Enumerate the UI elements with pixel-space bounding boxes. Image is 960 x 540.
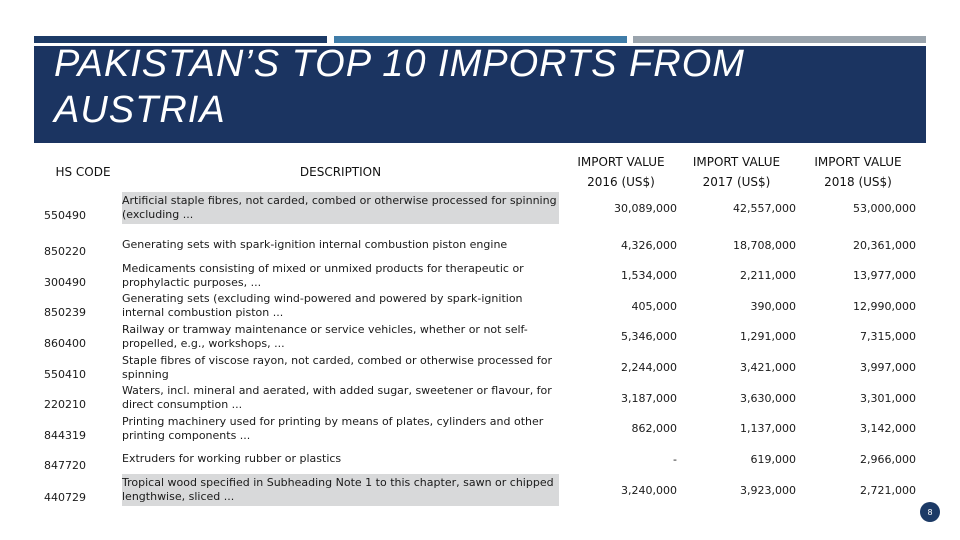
value-2016-cell: 30,089,000 — [614, 201, 677, 215]
hs-code-cell: 850239 — [44, 306, 86, 319]
table-row — [34, 413, 926, 444]
hs-code-cell: 850220 — [44, 245, 86, 258]
page-title: PAKISTAN’S TOP 10 IMPORTS FROM AUSTRIA — [54, 46, 745, 131]
hs-code-cell: 550490 — [44, 209, 86, 222]
hs-code-cell: 550410 — [44, 368, 86, 381]
table-row — [34, 291, 926, 321]
description-cell: Railway or tramway maintenance or service vehicles, whether or not self-propelled, e.g., workshops, ... — [122, 322, 528, 350]
value-2017-cell: 619,000 — [750, 452, 796, 466]
value-2017-cell: 1,137,000 — [740, 422, 796, 435]
value-2017-cell: 1,291,000 — [740, 330, 796, 343]
header-2016: IMPORT VALUE 2016 (US$) — [577, 155, 665, 189]
description-cell: Extruders for working rubber or plastics — [122, 452, 342, 465]
value-2016-cell: 4,326,000 — [621, 238, 677, 252]
hs-code-cell: 440729 — [44, 491, 86, 504]
table-row — [34, 260, 926, 291]
value-2016-cell: 3,187,000 — [621, 391, 677, 405]
description-cell: Artificial staple fibres, not carded, combed or otherwise processed for spinning (excluding ... — [122, 194, 557, 221]
accent-bar-blue — [334, 36, 627, 43]
value-2016-cell: 5,346,000 — [621, 330, 677, 343]
description-cell: Generating sets with spark-ignition internal combustion piston engine — [122, 238, 508, 251]
table-row — [34, 383, 926, 413]
table-row — [34, 474, 926, 506]
hs-code-cell: 300490 — [44, 276, 86, 289]
value-2017-cell: 3,923,000 — [740, 483, 796, 497]
value-2016-cell: 862,000 — [631, 422, 677, 435]
header-hs-code: HS CODE — [55, 165, 111, 179]
value-2018-cell: 7,315,000 — [860, 330, 916, 343]
hs-code-cell: 847720 — [44, 459, 86, 472]
description-cell: Medicaments consisting of mixed or unmixed products for therapeutic or prophylactic purposes, ... — [122, 261, 524, 289]
value-2016-cell: 405,000 — [631, 299, 677, 313]
value-2018-cell: 20,361,000 — [853, 238, 916, 252]
value-2017-cell: 3,421,000 — [740, 361, 796, 374]
imports-table — [34, 150, 926, 504]
page-number: 8 — [920, 502, 940, 522]
table-row — [34, 352, 926, 383]
value-2017-cell: 2,211,000 — [740, 269, 796, 282]
description-cell: Waters, incl. mineral and aerated, with added sugar, sweetener or flavour, for direct consumption ... — [122, 384, 552, 411]
description-cell: Printing machinery used for printing by means of plates, cylinders and other printing components ... — [122, 414, 544, 442]
value-2018-cell: 3,997,000 — [860, 361, 916, 374]
value-2017-cell: 42,557,000 — [733, 201, 796, 215]
table-row — [34, 192, 926, 224]
header-description: DESCRIPTION — [299, 165, 382, 179]
description-cell: Staple fibres of viscose rayon, not carded, combed or otherwise processed for spinning — [122, 353, 552, 381]
hs-code-cell: 220210 — [44, 398, 86, 411]
value-2016-cell: 3,240,000 — [621, 483, 677, 497]
description-cell: Tropical wood specified in Subheading Note 1 to this chapter, sawn or chipped lengthwise, sliced ... — [122, 476, 554, 503]
table-row — [34, 444, 926, 474]
value-2018-cell: 2,721,000 — [860, 483, 916, 497]
value-2017-cell: 390,000 — [750, 299, 796, 313]
value-2018-cell: 3,301,000 — [860, 391, 916, 405]
value-2017-cell: 3,630,000 — [740, 391, 796, 405]
value-2016-cell: 2,244,000 — [621, 361, 677, 374]
header-2018: IMPORT VALUE 2018 (US$) — [814, 155, 902, 189]
accent-bar-gray — [633, 36, 926, 43]
hs-code-cell: 844319 — [44, 429, 86, 442]
value-2016-cell: - — [673, 452, 677, 466]
value-2018-cell: 2,966,000 — [860, 452, 916, 466]
description-cell: Generating sets (excluding wind-powered and powered by spark-ignition internal combustion piston ... — [122, 292, 523, 319]
table-row — [34, 230, 926, 260]
accent-bar-dark — [34, 36, 327, 43]
table-row — [34, 321, 926, 352]
value-2018-cell: 53,000,000 — [853, 201, 916, 215]
header-2017: IMPORT VALUE 2017 (US$) — [692, 155, 781, 189]
hs-code-cell: 860400 — [44, 337, 86, 350]
value-2016-cell: 1,534,000 — [621, 269, 677, 282]
value-2018-cell: 12,990,000 — [853, 299, 916, 313]
value-2018-cell: 3,142,000 — [860, 422, 916, 435]
value-2018-cell: 13,977,000 — [853, 269, 916, 282]
value-2017-cell: 18,708,000 — [733, 238, 796, 252]
title-band — [34, 46, 926, 143]
